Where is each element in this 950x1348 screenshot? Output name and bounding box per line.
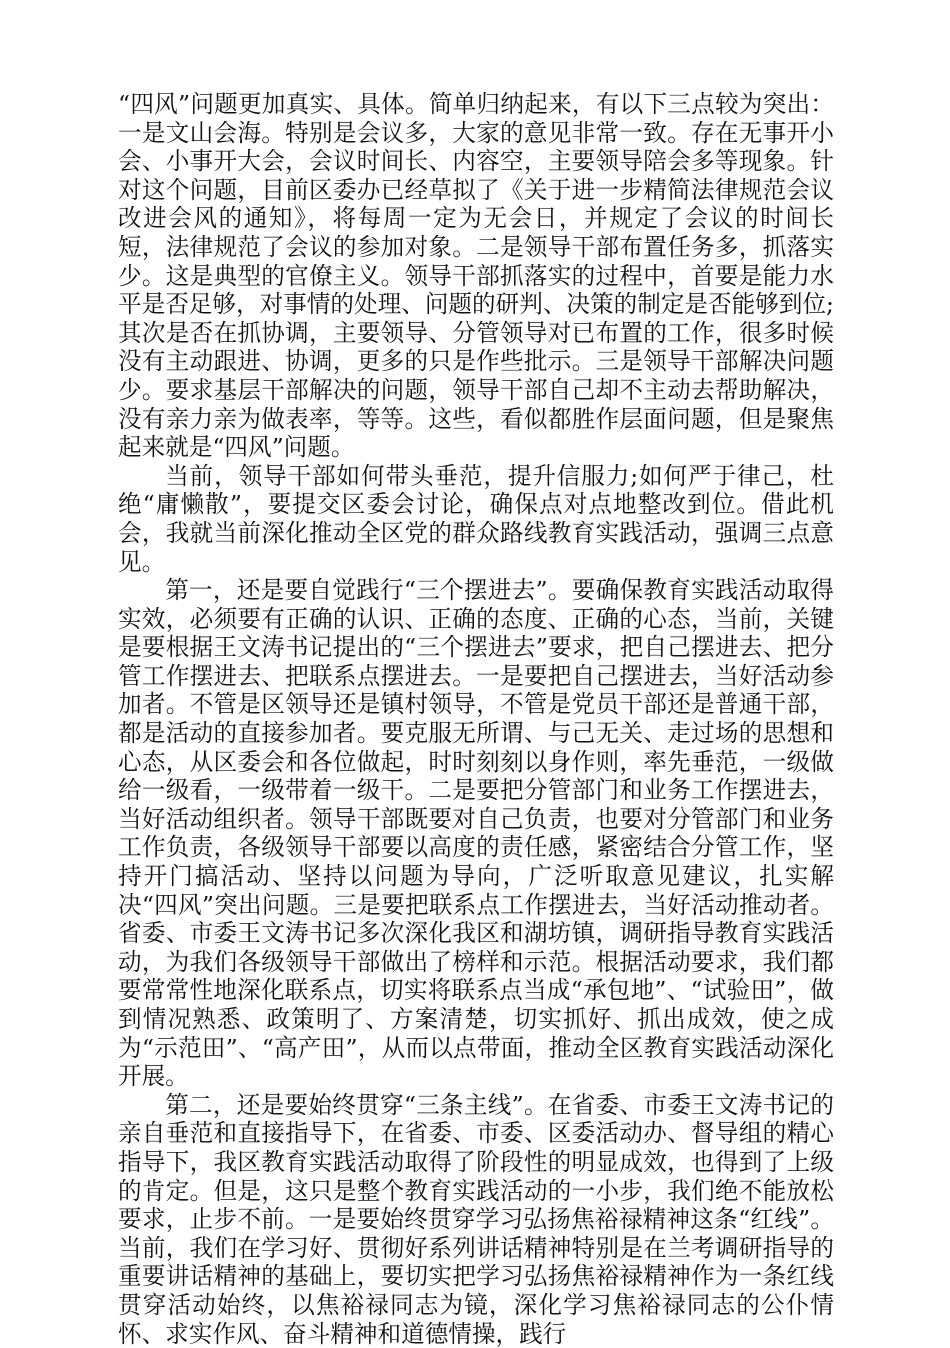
- paragraph-3: 第一，还是要自觉践行“三个摆进去”。要确保教育实践活动取得实效，必须要有正确的认识、正确的态度、正确的心态，当前，关键是要根据王文涛书记提出的“三个摆进去”要求，把自己摆进去、把分管工作摆进去、把联系点摆进去。一是要把自己摆进去，当好活动参加者。不管是区领导还是镇村领导，不管是党员干部还是普通干部，都是活动的直接参加者。要克服无所谓、与己无关、走过场的思想和心态，从区委会和各位做起，时时刻刻以身作则，率先垂范，一级做给一级看，一级带着一级干。二是要把分管部门和业务工作摆进去，当好活动组织者。领导干部既要对自己负责，也要对分管部门和业务工作负责，各级领导干部要以高度的责任感，紧密结合分管工作，坚持开门搞活动、坚持以问题为导向，广泛听取意见建议，扎实解决“四风”突出问题。三是要把联系点工作摆进去，当好活动推动者。省委、市委王文涛书记多次深化我区和湖坊镇，调研指导教育实践活动，为我们各级领导干部做出了榜样和示范。根据活动要求，我们都要常常性地深化联系点，切实将联系点当成“承包地”、“试验田”，做到情况熟悉、政策明了、方案清楚，切实抓好、抓出成效，使之成为“示范田”、“高产田”，从而以点带面，推动全区教育实践活动深化开展。: [118, 576, 834, 1091]
- paragraph-2: 当前，领导干部如何带头垂范，提升信服力;如何严于律己，杜绝“庸懒散”，要提交区委会讨论，确保点对点地整改到位。借此机会，我就当前深化推动全区党的群众路线教育实践活动，强调三点意见。: [118, 461, 834, 576]
- paragraph-1: “四风”问题更加真实、具体。简单归纳起来，有以下三点较为突出：一是文山会海。特别是会议多，大家的意见非常一致。存在无事开小会、小事开大会，会议时间长、内容空，主要领导陪会多等现象。针对这个问题，目前区委办已经草拟了《关于进一步精简法律规范会议改进会风的通知》，将每周一定为无会日，并规定了会议的时间长短，法律规范了会议的参加对象。二是领导干部布置任务多，抓落实少。这是典型的官僚主义。领导干部抓落实的过程中，首要是能力水平是否足够，对事情的处理、问题的研判、决策的制定是否能够到位;其次是否在抓协调，主要领导、分管领导对已布置的工作，很多时候没有主动跟进、协调，更多的只是作些批示。三是领导干部解决问题少。要求基层干部解决的问题，领导干部自己却不主动去帮助解决，没有亲力亲为做表率，等等。这些，看似都胜作层面问题，但是聚焦起来就是“四风”问题。: [118, 90, 834, 462]
- document-body: [118, 90, 834, 1348]
- paragraph-4: 第二，还是要始终贯穿“三条主线”。在省委、市委王文涛书记的亲自垂范和直接指导下，在省委、市委、区委活动办、督导组的精心指导下，我区教育实践活动取得了阶段性的明显成效，也得到了上级的肯定。但是，这只是整个教育实践活动的一小步，我们绝不能放松要求，止步不前。一是要始终贯穿学习弘扬焦裕禄精神这条“红线”。当前，我们在学习好、贯彻好系列讲话精神特别是在兰考调研指导的重要讲话精神的基础上，要切实把学习弘扬焦裕禄精神作为一条红线贯穿活动始终，以焦裕禄同志为镜，深化学习焦裕禄同志的公仆情怀、求实作风、奋斗精神和道德情操，践行: [118, 1090, 834, 1348]
